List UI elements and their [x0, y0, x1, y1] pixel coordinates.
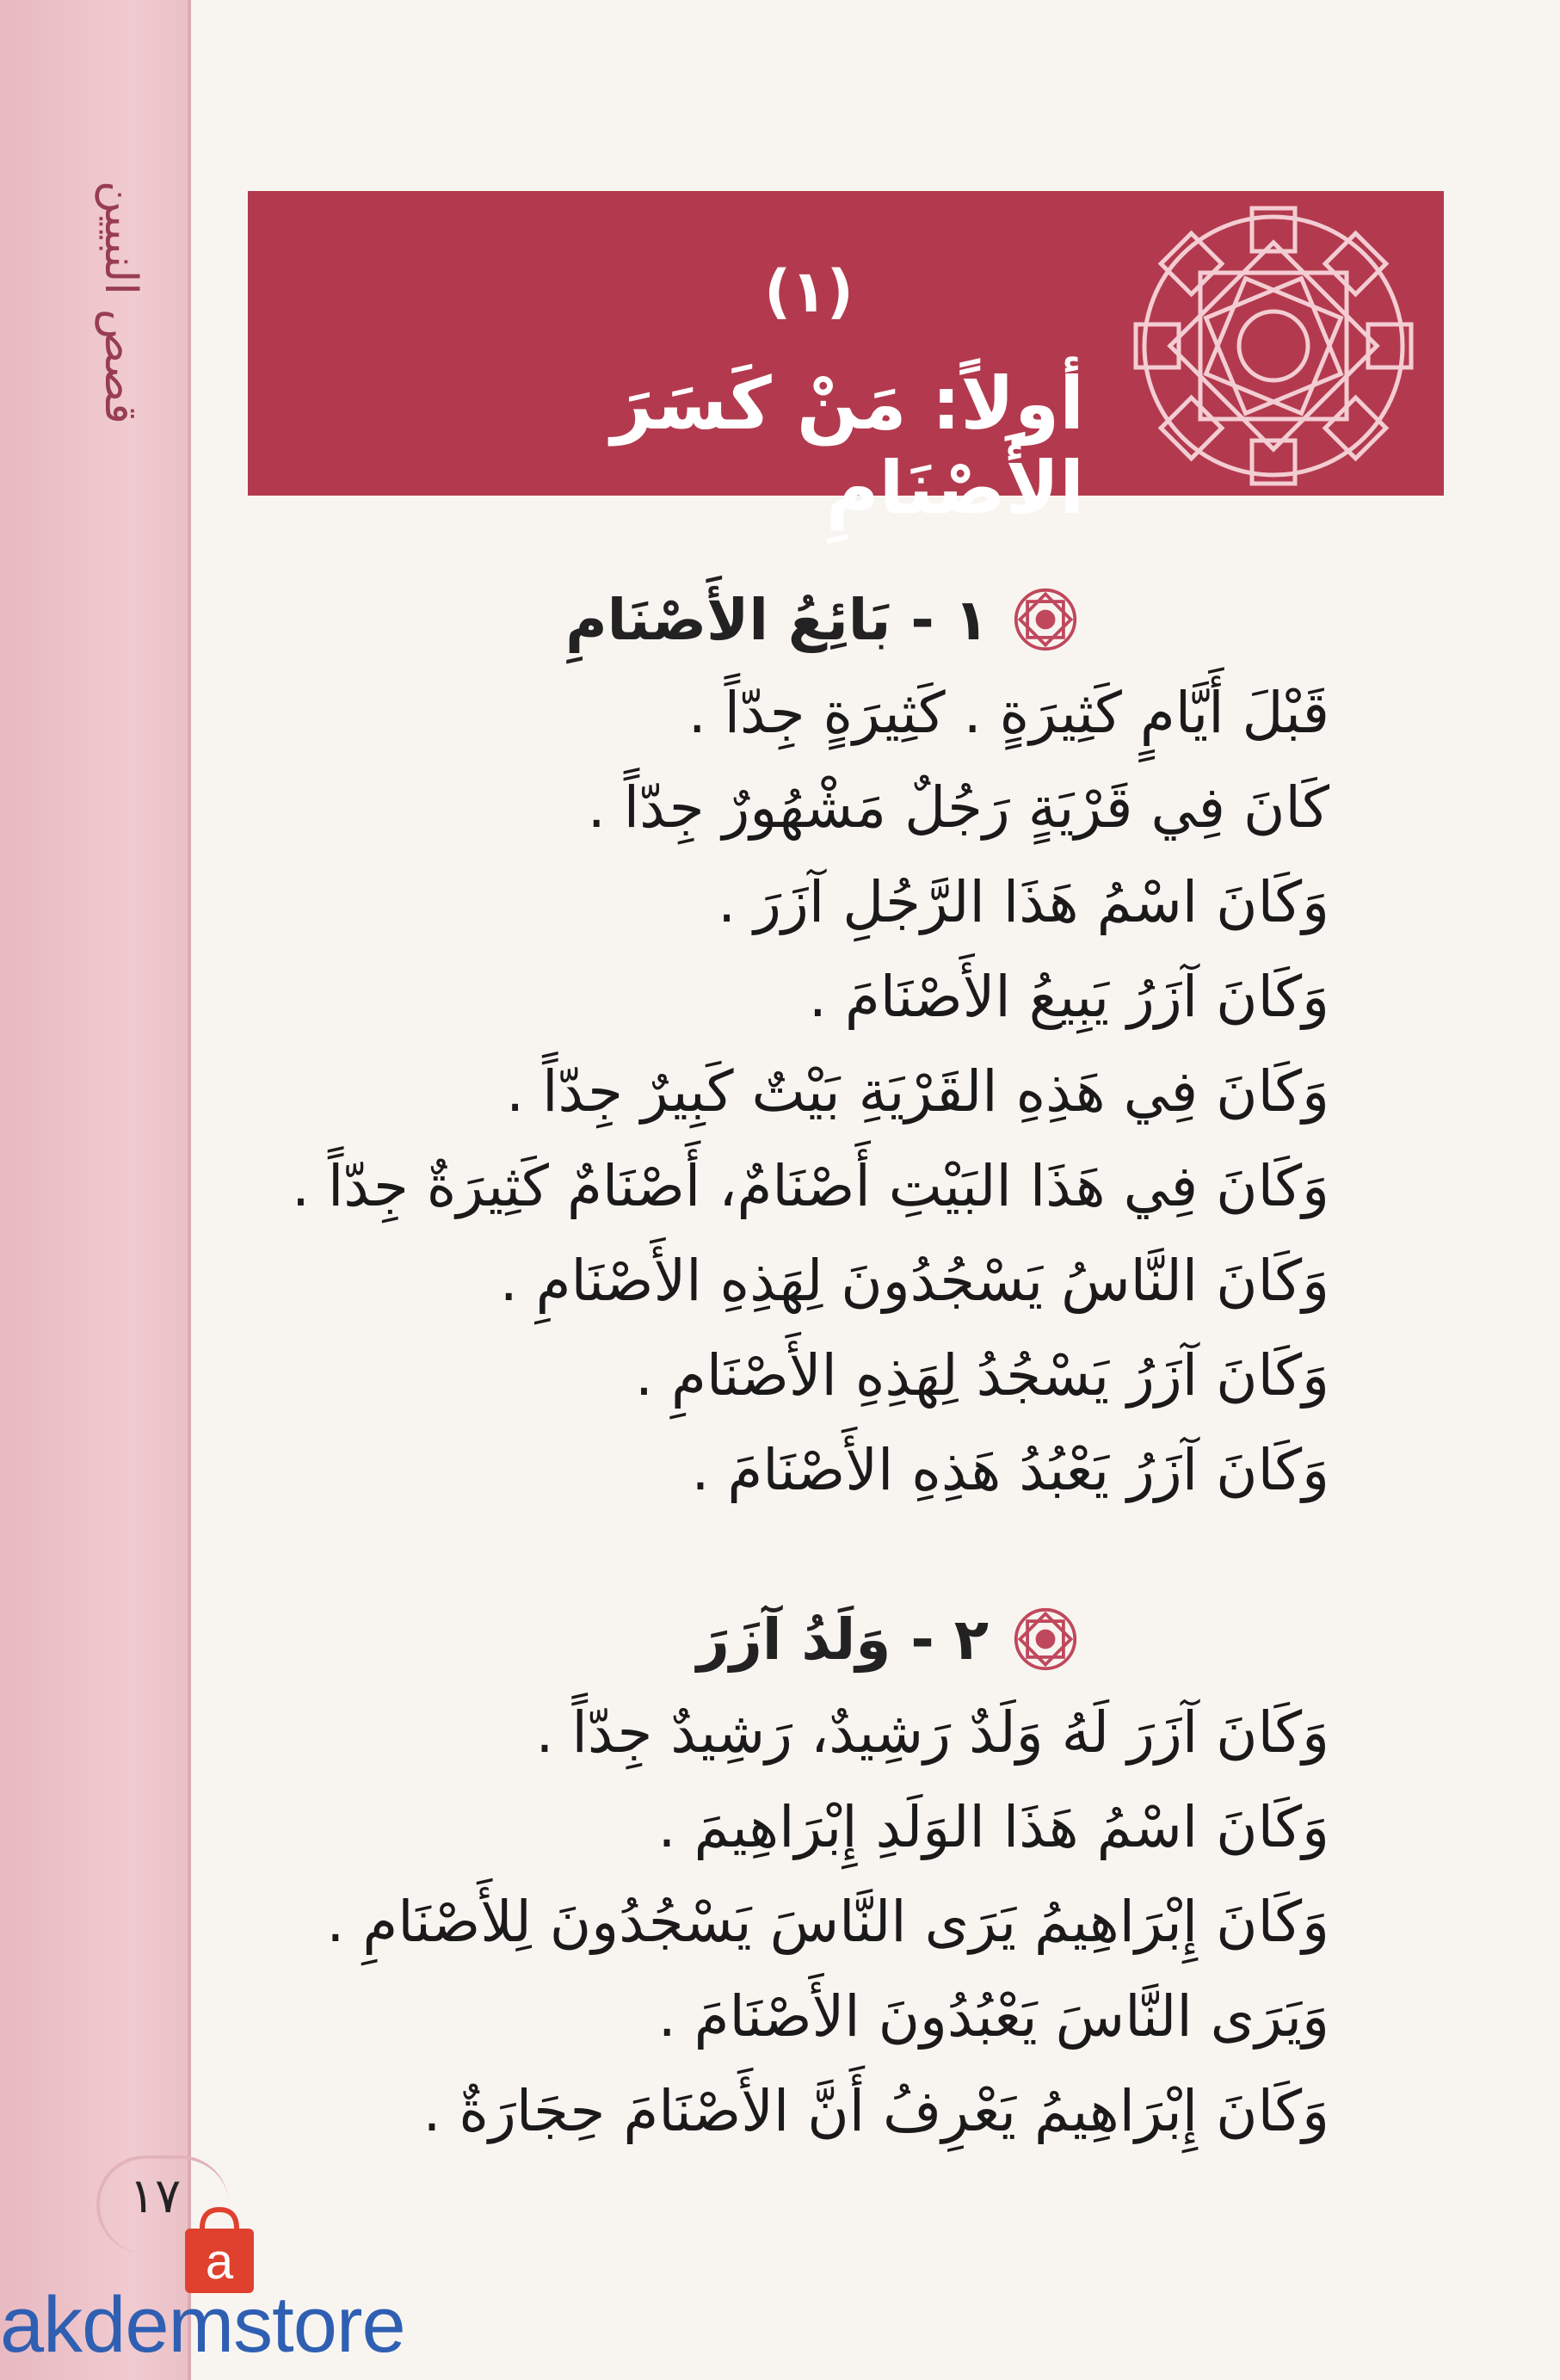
section-heading-2 [697, 1596, 1078, 1682]
lesson-title: أولاً: مَنْ كَسَرَ الأَصْنَامِ [611, 361, 1084, 530]
text-line: وَكَانَ النَّاسُ يَسْجُدُونَ لِهَذِهِ الأَصْنَامِ . [499, 1248, 1329, 1314]
text-line: وَكَانَ اسْمُ هَذَا الوَلَدِ إِبْرَاهِيمَ . [657, 1794, 1329, 1860]
side-margin-edge [188, 0, 191, 2380]
text-line: وَكَانَ آزَرُ يَعْبُدُ هَذِهِ الأَصْنَامَ . [691, 1437, 1329, 1503]
text-line: وَكَانَ فِي هَذَا البَيْتِ أَصْنَامٌ، أَصْنَامٌ كَثِيرَةٌ جِدّاً . [292, 1153, 1329, 1219]
text-line: وَكَانَ آزَرُ يَبِيعُ الأَصْنَامَ . [808, 964, 1329, 1030]
series-title: قصص النبيين [95, 181, 146, 424]
text-line: وَيَرَى النَّاسَ يَعْبُدُونَ الأَصْنَامَ . [657, 1983, 1329, 2050]
section-heading-1 [565, 577, 1078, 663]
section-heading-text: ١ - بَائِعُ الأَصْنَامِ [565, 586, 989, 653]
store-icon-letter: a [205, 2234, 234, 2290]
star-ornament-icon [1127, 200, 1420, 492]
rosette-bullet-icon [1013, 1606, 1078, 1672]
lesson-number: (١) [764, 258, 854, 326]
page-number: ١٧ [129, 2168, 182, 2224]
text-line: كَانَ فِي قَرْيَةٍ رَجُلٌ مَشْهُورٌ جِدّاً . [587, 774, 1329, 841]
section-heading-text: ٢ - وَلَدُ آزَرَ [696, 1606, 989, 1673]
text-line: وَكَانَ آزَرَ لَهُ وَلَدٌ رَشِيدٌ، رَشِيدٌ جِدّاً . [535, 1699, 1329, 1766]
store-name[interactable]: akdemstore [0, 2281, 405, 2369]
text-line: وَكَانَ إِبْرَاهِيمُ يَرَى النَّاسَ يَسْجُدُونَ لِلأَصْنَامِ . [326, 1889, 1329, 1955]
text-line: وَكَانَ اسْمُ هَذَا الرَّجُلِ آزَرَ . [718, 869, 1329, 935]
text-line: وَكَانَ آزَرُ يَسْجُدُ لِهَذِهِ الأَصْنَامِ . [635, 1342, 1329, 1409]
text-line: وَكَانَ فِي هَذِهِ القَرْيَةِ بَيْتٌ كَبِيرٌ جِدّاً . [506, 1058, 1329, 1125]
text-line: قَبْلَ أَيَّامٍ كَثِيرَةٍ . كَثِيرَةٍ جِدّاً . [688, 680, 1329, 746]
text-line: وَكَانَ إِبْرَاهِيمُ يَعْرِفُ أَنَّ الأَصْنَامَ حِجَارَةٌ . [422, 2078, 1329, 2144]
rosette-bullet-icon [1013, 587, 1078, 652]
